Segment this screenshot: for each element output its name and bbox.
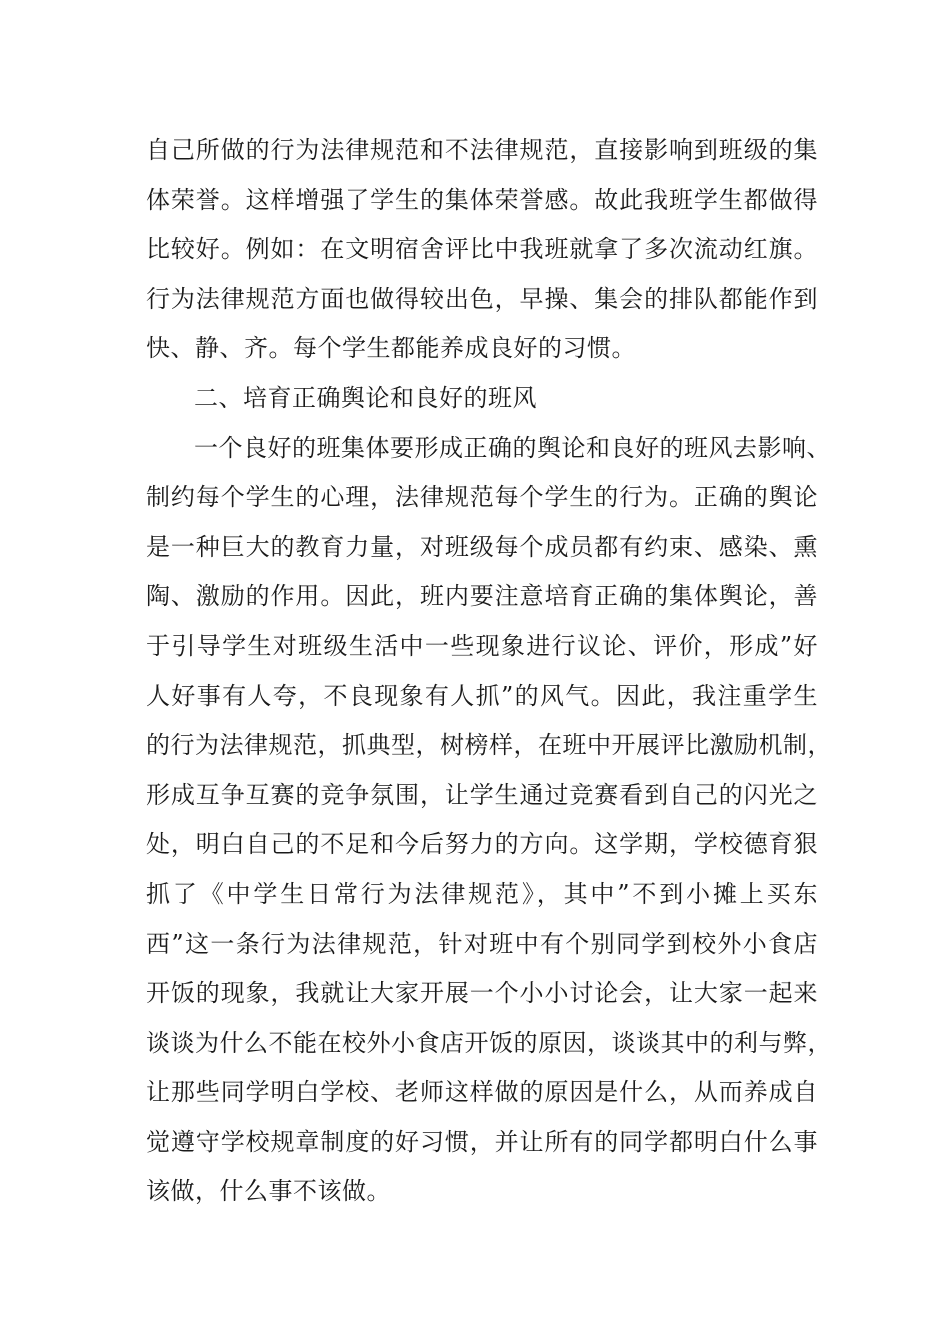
text-line: 自己所做的行为法律规范和不法律规范，直接影响到班级的集 (146, 136, 818, 164)
text-line: 陶、激励的作用。因此，班内要注意培育正确的集体舆论，善 (146, 582, 818, 611)
text-line: 的行为法律规范，抓典型，树榜样，在班中开展评比激励机制， (146, 731, 832, 760)
text-line: 形成互争互赛的竞争氛围，让学生通过竞赛看到自己的闪光之 (146, 780, 818, 809)
text-line: 抓了《中学生日常行为法律规范》，其中”不到小摊上买东 (146, 879, 818, 908)
text-line: 人好事有人夸，不良现象有人抓”的风气。因此，我注重学生 (146, 681, 818, 710)
text-line: 一个良好的班集体要形成正确的舆论和良好的班风去影响、 (194, 433, 831, 462)
text-line: 制约每个学生的心理，法律规范每个学生的行为。正确的舆论 (146, 483, 818, 512)
text-line: 行为法律规范方面也做得较出色，早操、集会的排队都能作到 (146, 284, 818, 313)
section-heading: 二、培育正确舆论和良好的班风 (194, 383, 537, 412)
text-line: 开饭的现象，我就让大家开展一个小小讨论会，让大家一起来 (146, 979, 818, 1008)
text-line: 于引导学生对班级生活中一些现象进行议论、评价，形成”好 (146, 631, 818, 660)
text-line: 觉遵守学校规章制度的好习惯，并让所有的同学都明白什么事 (146, 1127, 818, 1156)
text-line: 处，明白自己的不足和今后努力的方向。这学期，学校德育狠 (146, 830, 818, 859)
text-line: 体荣誉。这样增强了学生的集体荣誉感。故此我班学生都做得 (146, 185, 818, 214)
text-line: 西”这一条行为法律规范，针对班中有个别同学到校外小食店 (146, 929, 818, 958)
text-line: 谈谈为什么不能在校外小食店开饭的原因，谈谈其中的利与弊， (146, 1028, 832, 1057)
text-line: 比较好。例如：在文明宿舍评比中我班就拿了多次流动红旗。 (146, 235, 818, 264)
text-line: 让那些同学明白学校、老师这样做的原因是什么，从而养成自 (146, 1078, 818, 1107)
text-line: 快、静、齐。每个学生都能养成良好的习惯。 (146, 334, 636, 363)
text-line: 该做，什么事不该做。 (146, 1177, 391, 1206)
text-line: 是一种巨大的教育力量，对班级每个成员都有约束、感染、熏 (146, 532, 818, 561)
document-body (146, 126, 832, 1217)
